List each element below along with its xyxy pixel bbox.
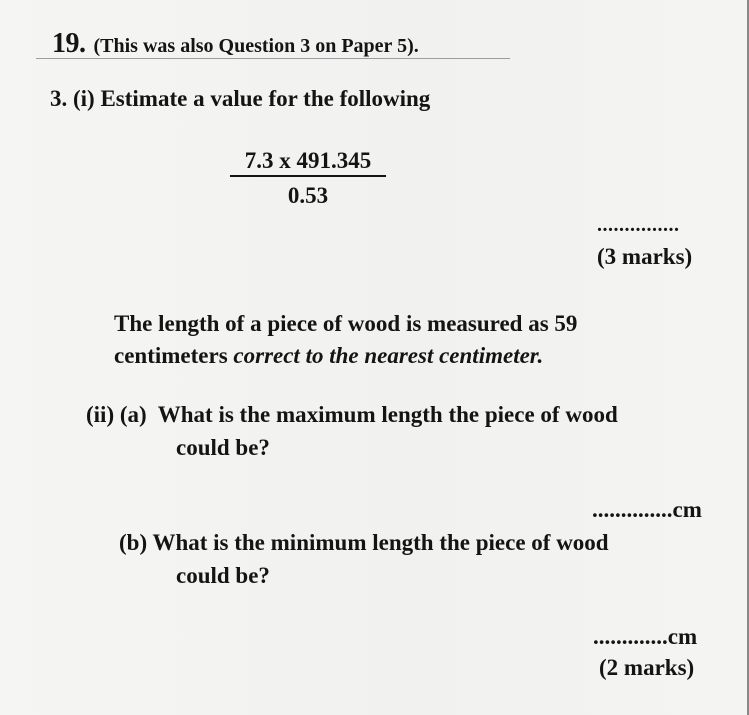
question-number: 19.	[52, 28, 86, 59]
marks-part-i: (3 marks)	[597, 244, 693, 269]
part-ii-b-line-2: could be?	[176, 563, 270, 588]
context-line-2-italic: correct to the nearest centimeter.	[233, 343, 544, 368]
fraction-denominator: 0.53	[287, 183, 329, 208]
part-ii-a-line-1: (ii) (a) What is the maximum length the piece of wood	[86, 402, 618, 427]
header-underline	[36, 58, 510, 59]
question-note: (This was also Question 3 on Paper 5).	[93, 35, 419, 57]
part-ii-a-line-2: could be?	[176, 435, 270, 460]
part-ii-b-line-1: (b) What is the minimum length the piece of wood	[119, 530, 609, 555]
fraction-numerator: 7.3 x 491.345	[244, 148, 372, 173]
fraction-bar	[230, 175, 386, 177]
answer-line-part-ii-b: .............cm	[593, 624, 698, 649]
context-paragraph	[114, 308, 577, 372]
answer-line-part-ii-a: ..............cm	[592, 497, 702, 522]
context-line-2-plain: centimeters	[114, 343, 234, 368]
part-i-prompt: 3. (i) Estimate a value for the following	[50, 86, 431, 111]
answer-line-part-i: ...............	[597, 214, 680, 236]
marks-part-ii: (2 marks)	[599, 655, 695, 680]
fraction-expression	[230, 148, 386, 209]
question-header	[52, 28, 419, 60]
context-line-2	[114, 340, 577, 372]
context-line-1: The length of a piece of wood is measured as 59	[114, 311, 578, 336]
